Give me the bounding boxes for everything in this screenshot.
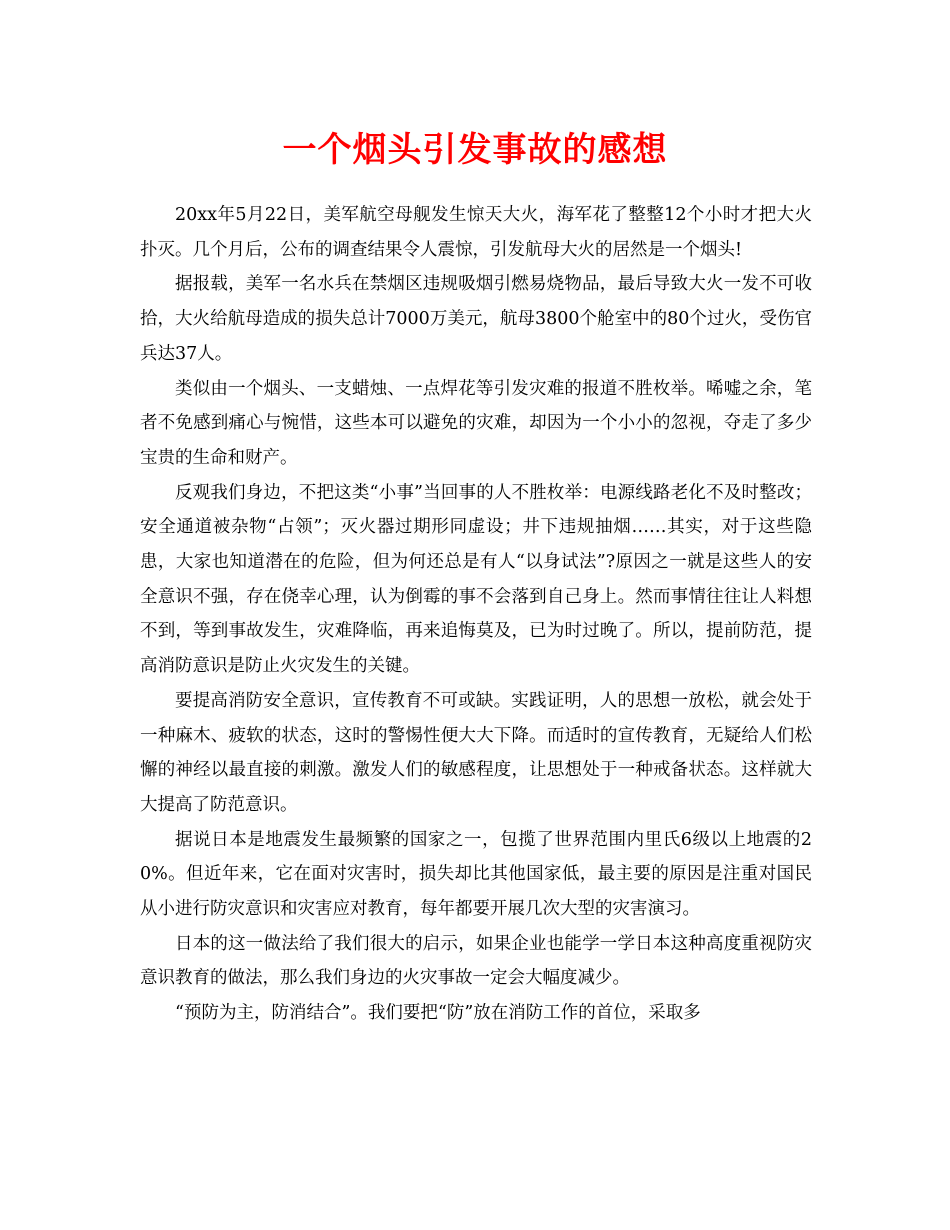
paragraph: “预防为主，防消结合”。我们要把“防”放在消防工作的首位，采取多 — [175, 1003, 701, 1024]
paragraph: 类似由一个烟头、一支蜡烛、一点焊花等引发灾难的报道不胜枚举。唏嘘之余，笔者不免感到痛心与惋惜，这些本可以避免的灾难，却因为一个小小的忽视，夺走了多少宝贵的生命和财产。 — [140, 378, 812, 468]
paragraph: 日本的这一做法给了我们很大的启示，如果企业也能学一学日本这种高度重视防灾意识教育的做法，那么我们身边的火灾事故一定会大幅度减少。 — [140, 933, 812, 989]
paragraph: 20xx年5月22日，美军航空母舰发生惊天大火，海军花了整整12个小时才把大火扑灭。几个月后，公布的调查结果令人震惊，引发航母大火的居然是一个烟头! — [140, 205, 812, 260]
document-body — [140, 198, 812, 1031]
paragraph: 据报载，美军一名水兵在禁烟区违规吸烟引燃易烧物品，最后导致大火一发不可收拾，大火给航母造成的损失总计7000万美元，航母3800个舱室中的80个过火，受伤官兵达37人。 — [140, 274, 812, 364]
paragraph: 反观我们身边，不把这类“小事”当回事的人不胜枚举：电源线路老化不及时整改；安全通道被杂物“占领”；灭火器过期形同虚设；井下违规抽烟……其实，对于这些隐患，大家也知道潜在的危险，但为何还总是有人“以身试法”?原因之一就是这些人的安全意识不强，存在侥幸心理，认为倒霉的事不会落到自己身上。然而事情往往让人料想不到，等到事故发生，灾难降临，再来追悔莫及，已为时过晚了。所以，提前防范，提高消防意识是防止火灾发生的关键。 — [140, 482, 812, 677]
document-title: 一个烟头引发事故的感想 — [282, 130, 668, 170]
paragraph: 要提高消防安全意识，宣传教育不可或缺。实践证明，人的思想一放松，就会处于一种麻木、疲软的状态，这时的警惕性便大大下降。而适时的宣传教育，无疑给人们松懈的神经以最直接的刺激。激发人们的敏感程度，让思想处于一种戒备状态。这样就大大提高了防范意识。 — [140, 690, 812, 815]
paragraph: 据说日本是地震发生最频繁的国家之一，包揽了世界范围内里氏6级以上地震的20%。但近年来，它在面对灾害时，损失却比其他国家低，最主要的原因是注重对国民从小进行防灾意识和灾害应对教育，每年都要开展几次大型的灾害演习。 — [140, 829, 812, 920]
